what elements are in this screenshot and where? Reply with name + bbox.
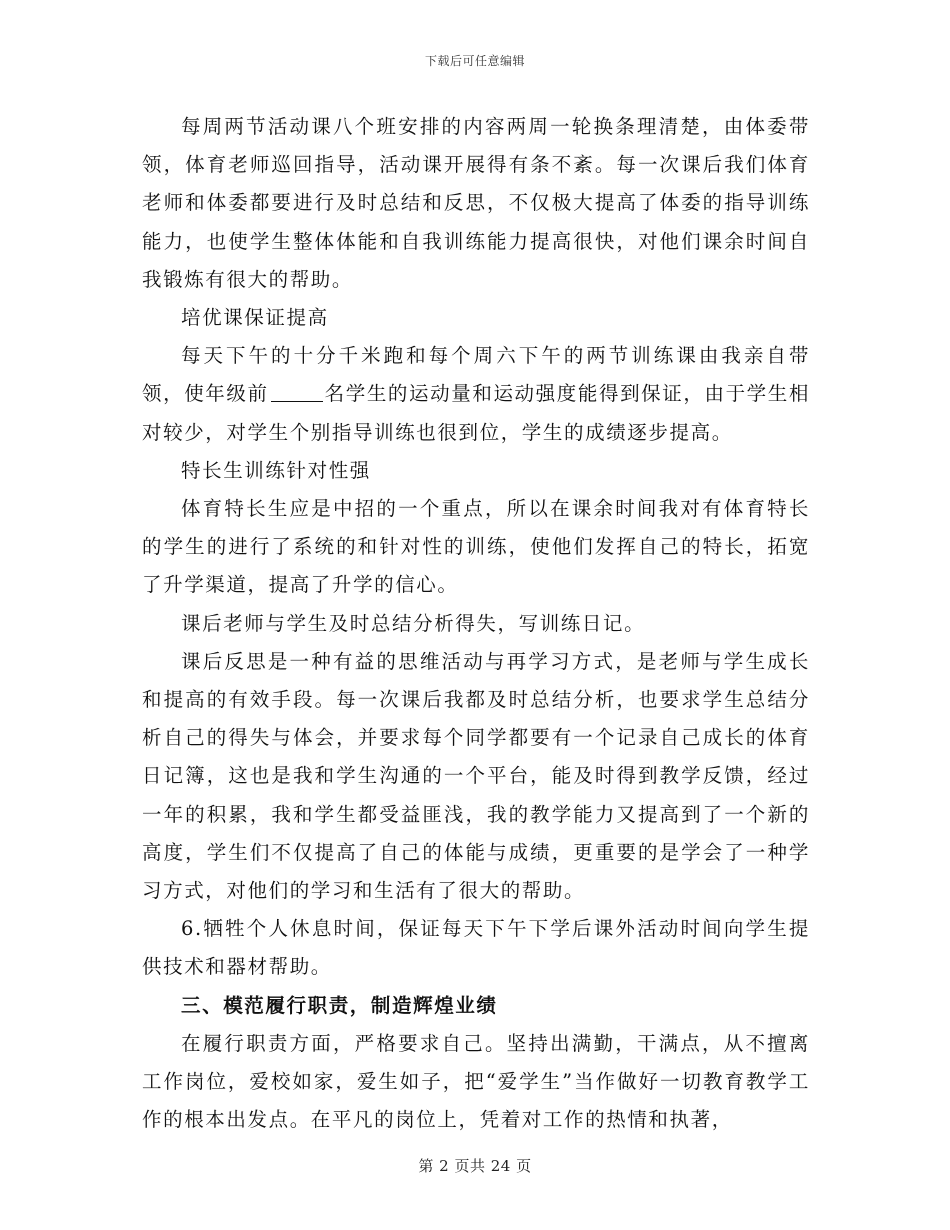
- subheading-training: 培优课保证提高: [181, 306, 329, 330]
- paragraph: 体育特长生应是中招的一个重点，所以在课余时间我对有体育特长的学生的进行了系统的和针对性的训练，使他们发挥自己的特长，拓宽了升学渠道，提高了升学的信心。: [142, 497, 810, 597]
- subheading-specialty: 特长生训练针对性强: [181, 458, 371, 482]
- page-header: 下载后可任意编辑: [424, 54, 525, 68]
- section-heading: 三、模范履行职责，制造辉煌业绩: [181, 993, 498, 1017]
- page-footer: 第 2 页共 24 页: [418, 1157, 532, 1175]
- fill-in-blank: [271, 383, 323, 402]
- paragraph-with-blank: [142, 337, 810, 452]
- paragraph: 每周两节活动课八个班安排的内容两周一轮换条理清楚，由体委带领，体育老师巡回指导，活动课开展得有条不紊。每一次课后我们体育老师和体委都要进行及时总结和反思，不仅极大提高了体委的指导训练能力，也使学生整体体能和自我训练能力提高很快，对他们课余时间自我锻炼有很大的帮助。: [142, 115, 810, 291]
- subheading-reflection: 课后老师与学生及时总结分析得失，写训练日记。: [181, 611, 646, 635]
- paragraph-text-before-blank: 每天下午的十分千米跑和每个周六下午的两节训练课由我亲自带领，使年级前: [142, 344, 810, 406]
- numbered-item: 6.牺牲个人休息时间，保证每天下午下学后课外活动时间向学生提供技术和器材帮助。: [142, 917, 810, 979]
- paragraph: 在履行职责方面，严格要求自己。坚持出满勤，干满点，从不擅离工作岗位，爱校如家，爱生如子，把“爱学生”当作做好一切教育教学工作的根本出发点。在平凡的岗位上，凭着对工作的热情和执著，: [142, 1031, 810, 1132]
- paragraph: 课后反思是一种有益的思维活动与再学习方式，是老师与学生成长和提高的有效手段。每一次课后我都及时总结分析，也要求学生总结分析自己的得失与体会，并要求每个同学都要有一个记录自己成长的体育日记簿，这也是我和学生沟通的一个平台，能及时得到教学反馈，经过一年的积累，我和学生都受益匪浅，我的教学能力又提高到了一个新的高度，学生们不仅提高了自己的体能与成绩，更重要的是学会了一种学习方式，对他们的学习和生活有了很大的帮助。: [142, 649, 810, 903]
- document-body: [142, 108, 810, 1139]
- paragraph-text-after-blank: 名学生的运动量和运动强度能得到保证，由于学生相对较少，对学生个别指导训练也很到位，学生的成绩逐步提高。: [142, 382, 810, 444]
